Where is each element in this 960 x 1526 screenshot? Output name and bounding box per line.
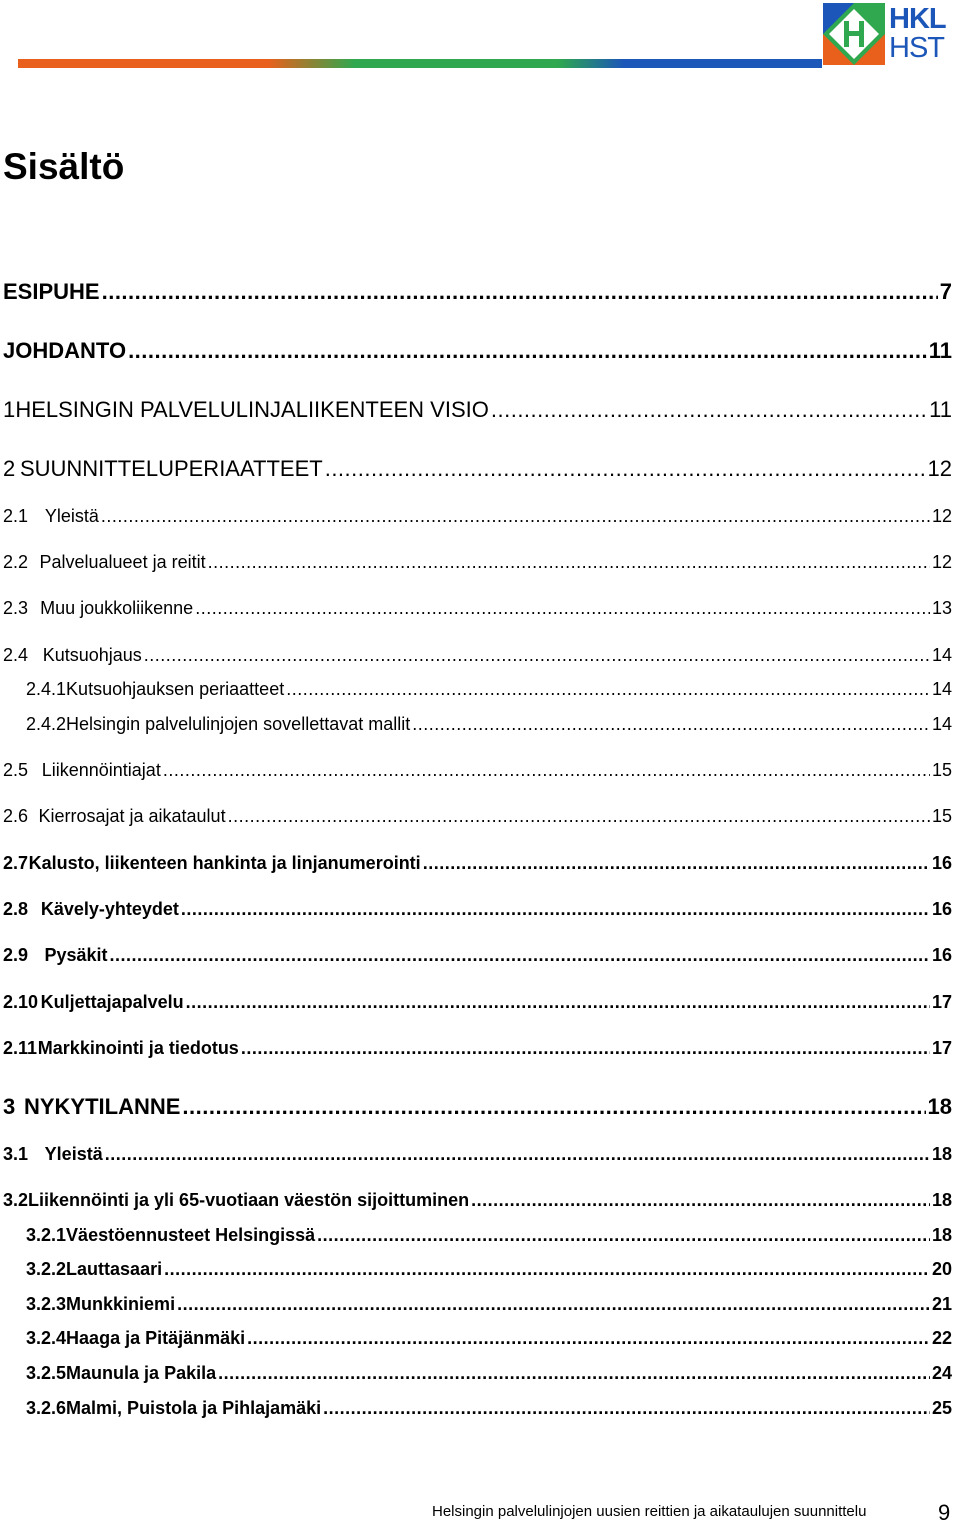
toc-entry[interactable] <box>3 279 952 305</box>
toc-leader-dots <box>325 456 926 482</box>
toc-entry-page: 17 <box>931 1038 952 1058</box>
toc-leader-dots <box>182 1094 925 1120</box>
toc-entry[interactable] <box>3 1094 952 1120</box>
toc-leader-dots <box>218 1363 930 1384</box>
toc-entry-label: Yleistä <box>44 506 99 526</box>
toc-leader-dots <box>109 945 929 966</box>
toc-entry-label: Kutsuohjaus <box>42 645 142 665</box>
toc-entry-page: 15 <box>931 760 952 780</box>
toc-entry[interactable] <box>26 1398 952 1419</box>
toc-entry-label: Liikennöintiajat <box>41 760 161 780</box>
toc-entry-label: Palvelualueet ja reitit <box>39 552 206 572</box>
toc-leader-dots <box>128 338 927 364</box>
toc-leader-dots <box>471 1190 930 1211</box>
toc-leader-dots <box>144 645 930 666</box>
toc-entry-label: Lauttasaari <box>66 1259 163 1279</box>
toc-leader-dots <box>317 1225 930 1246</box>
toc-entry-page: 16 <box>931 899 952 919</box>
logo-text-hkl: HKL <box>889 3 946 35</box>
toc-entry-number: 2.1 <box>3 506 29 526</box>
toc-entry-label: Kuljettajapalvelu <box>40 992 184 1012</box>
toc-entry-page: 24 <box>931 1363 952 1383</box>
toc-entry[interactable] <box>3 456 952 482</box>
toc-entry-page: 18 <box>931 1225 952 1245</box>
toc-entry[interactable] <box>26 1363 952 1384</box>
toc-entry-label: Kierrosajat ja aikataulut <box>38 806 226 826</box>
toc-entry-number: 2.5 <box>3 760 29 780</box>
toc-entry[interactable] <box>26 1225 952 1246</box>
toc-entry-label: NYKYTILANNE <box>23 1094 181 1119</box>
toc-entry-page: 18 <box>931 1190 952 1210</box>
toc-entry-number: 2.2 <box>3 552 29 572</box>
toc-entry-page: 16 <box>931 853 952 873</box>
toc-entry-label: Yleistä <box>44 1144 103 1164</box>
toc-entry-number: 1 <box>3 397 16 422</box>
header-bar-blue <box>558 59 822 68</box>
toc-leader-dots <box>241 1038 930 1059</box>
toc-entry[interactable] <box>3 945 952 966</box>
toc-entry-number: 2.9 <box>3 945 29 965</box>
toc-entry-page: 22 <box>931 1328 952 1348</box>
toc-entry-page: 12 <box>931 552 952 572</box>
toc-leader-dots <box>163 760 930 781</box>
hkl-logo <box>823 3 957 69</box>
toc-entry-label: Malmi, Puistola ja Pihlajamäki <box>66 1398 322 1418</box>
hkl-logo-icon <box>823 3 885 65</box>
toc-leader-dots <box>286 679 930 700</box>
toc-entry[interactable] <box>3 506 952 527</box>
toc-entry-page: 11 <box>929 397 952 422</box>
toc-entry[interactable] <box>3 338 952 364</box>
toc-entry-page: 18 <box>931 1144 952 1164</box>
toc-entry[interactable] <box>3 1038 952 1059</box>
toc-entry-page: 20 <box>931 1259 952 1279</box>
toc-entry[interactable] <box>3 806 952 827</box>
toc-entry-number: 3.2 <box>3 1190 29 1210</box>
toc-entry[interactable] <box>3 1144 952 1165</box>
toc-entry-number: 2.4.2 <box>26 714 67 734</box>
toc-entry[interactable] <box>26 1294 952 1315</box>
toc-entry-page: 7 <box>939 279 952 304</box>
toc-entry[interactable] <box>3 1190 952 1211</box>
toc-leader-dots <box>228 806 930 827</box>
toc-entry[interactable] <box>26 1328 952 1349</box>
toc-leader-dots <box>208 552 930 573</box>
toc-entry-page: 12 <box>927 456 952 481</box>
toc-entry-label: Liikennöinti ja yli 65-vuotiaan väestön sijoittuminen <box>28 1190 470 1210</box>
toc-entry[interactable] <box>26 679 952 700</box>
toc-entry-label: Muu joukkoliikenne <box>40 598 194 618</box>
toc-entry[interactable] <box>3 397 952 423</box>
toc-leader-dots <box>105 1144 930 1165</box>
toc-entry[interactable] <box>3 598 952 619</box>
toc-entry[interactable] <box>3 899 952 920</box>
toc-leader-dots <box>101 506 930 527</box>
toc-entry-label: Markkinointi ja tiedotus <box>37 1038 239 1058</box>
toc-entry-number: 2.10 <box>3 992 39 1012</box>
toc-entry[interactable] <box>3 552 952 573</box>
toc-leader-dots <box>412 714 930 735</box>
toc-entry-number: 3.2.2 <box>26 1259 67 1279</box>
toc-entry-label: Haaga ja Pitäjänmäki <box>66 1328 246 1348</box>
toc-leader-dots <box>423 853 930 874</box>
toc-entry-page: 25 <box>931 1398 952 1418</box>
toc-leader-dots <box>323 1398 930 1419</box>
toc-entry-label: Pysäkit <box>44 945 108 965</box>
toc-entry[interactable] <box>3 992 952 1013</box>
header-bar-green <box>268 59 558 68</box>
toc-entry-number: 3.2.3 <box>26 1294 67 1314</box>
toc-entry-number: 3.1 <box>3 1144 29 1164</box>
toc-entry-number: 3.2.5 <box>26 1363 67 1383</box>
toc-entry-label: Kävely-yhteydet <box>40 899 179 919</box>
toc-entry-page: 14 <box>931 645 952 665</box>
toc-leader-dots <box>102 279 938 305</box>
footer-text: Helsingin palvelulinjojen uusien reittien ja aikataulujen suunnittelu <box>432 1503 867 1520</box>
page-title: Sisältö <box>3 146 125 187</box>
toc-entry-number: 2.11 <box>3 1038 38 1058</box>
logo-text-hst: HST <box>889 32 944 64</box>
toc-leader-dots <box>164 1259 930 1280</box>
footer-page-number: 9 <box>938 1500 951 1525</box>
toc-leader-dots <box>186 992 930 1013</box>
toc-entry[interactable] <box>26 1259 952 1280</box>
toc-leader-dots <box>181 899 930 920</box>
toc-entry-page: 13 <box>931 598 952 618</box>
toc-entry-label: Väestöennusteet Helsingissä <box>66 1225 316 1245</box>
toc-entry-number: 2.8 <box>3 899 29 919</box>
toc-entry-number: 3.2.1 <box>26 1225 67 1245</box>
toc-entry-page: 14 <box>931 714 952 734</box>
toc-entry-number: 3.2.4 <box>26 1328 67 1348</box>
toc-entry[interactable] <box>3 853 952 874</box>
toc-entry-number: JOHDANTO <box>3 338 127 363</box>
toc-entry[interactable] <box>3 645 952 666</box>
toc-entry-number: 2.4 <box>3 645 29 665</box>
toc-leader-dots <box>177 1294 930 1315</box>
toc-entry-number: 2.3 <box>3 598 29 618</box>
toc-entry-label: Maunula ja Pakila <box>66 1363 217 1383</box>
toc-entry-label: Munkkiniemi <box>66 1294 176 1314</box>
header-color-bar <box>18 59 822 68</box>
toc-entry-label: HELSINGIN PALVELULINJALIIKENTEEN VISIO <box>15 397 489 422</box>
toc-entry-page: 15 <box>931 806 952 826</box>
toc-entry-number: 2.7 <box>3 853 29 873</box>
toc-entry-number: 3 <box>3 1094 16 1119</box>
toc-entry-number: 2.4.1 <box>26 679 67 699</box>
toc-entry-label: SUUNNITTELUPERIAATTEET <box>19 456 323 481</box>
toc-leader-dots <box>491 397 927 423</box>
toc-entry-label: Kalusto, liikenteen hankinta ja linjanumerointi <box>28 853 421 873</box>
toc-entry-page: 17 <box>931 992 952 1012</box>
toc-entry-label: Helsingin palvelulinjojen sovellettavat mallit <box>66 714 411 734</box>
toc-entry-page: 11 <box>928 338 952 363</box>
toc-entry[interactable] <box>3 760 952 781</box>
toc-entry-number: 2.6 <box>3 806 29 826</box>
header-bar-orange <box>18 59 268 68</box>
toc-entry-number: 3.2.6 <box>26 1398 67 1418</box>
toc-entry-number: ESIPUHE <box>3 279 100 304</box>
toc-entry-page: 16 <box>931 945 952 965</box>
toc-entry-page: 12 <box>931 506 952 526</box>
toc-leader-dots <box>247 1328 930 1349</box>
toc-entry-page: 18 <box>927 1094 952 1119</box>
toc-entry-label: Kutsuohjauksen periaatteet <box>66 679 285 699</box>
toc-entry[interactable] <box>26 714 952 735</box>
toc-entry-number: 2 <box>3 456 16 481</box>
toc-entry-page: 21 <box>931 1294 952 1314</box>
toc-leader-dots <box>195 598 930 619</box>
toc-entry-page: 14 <box>931 679 952 699</box>
